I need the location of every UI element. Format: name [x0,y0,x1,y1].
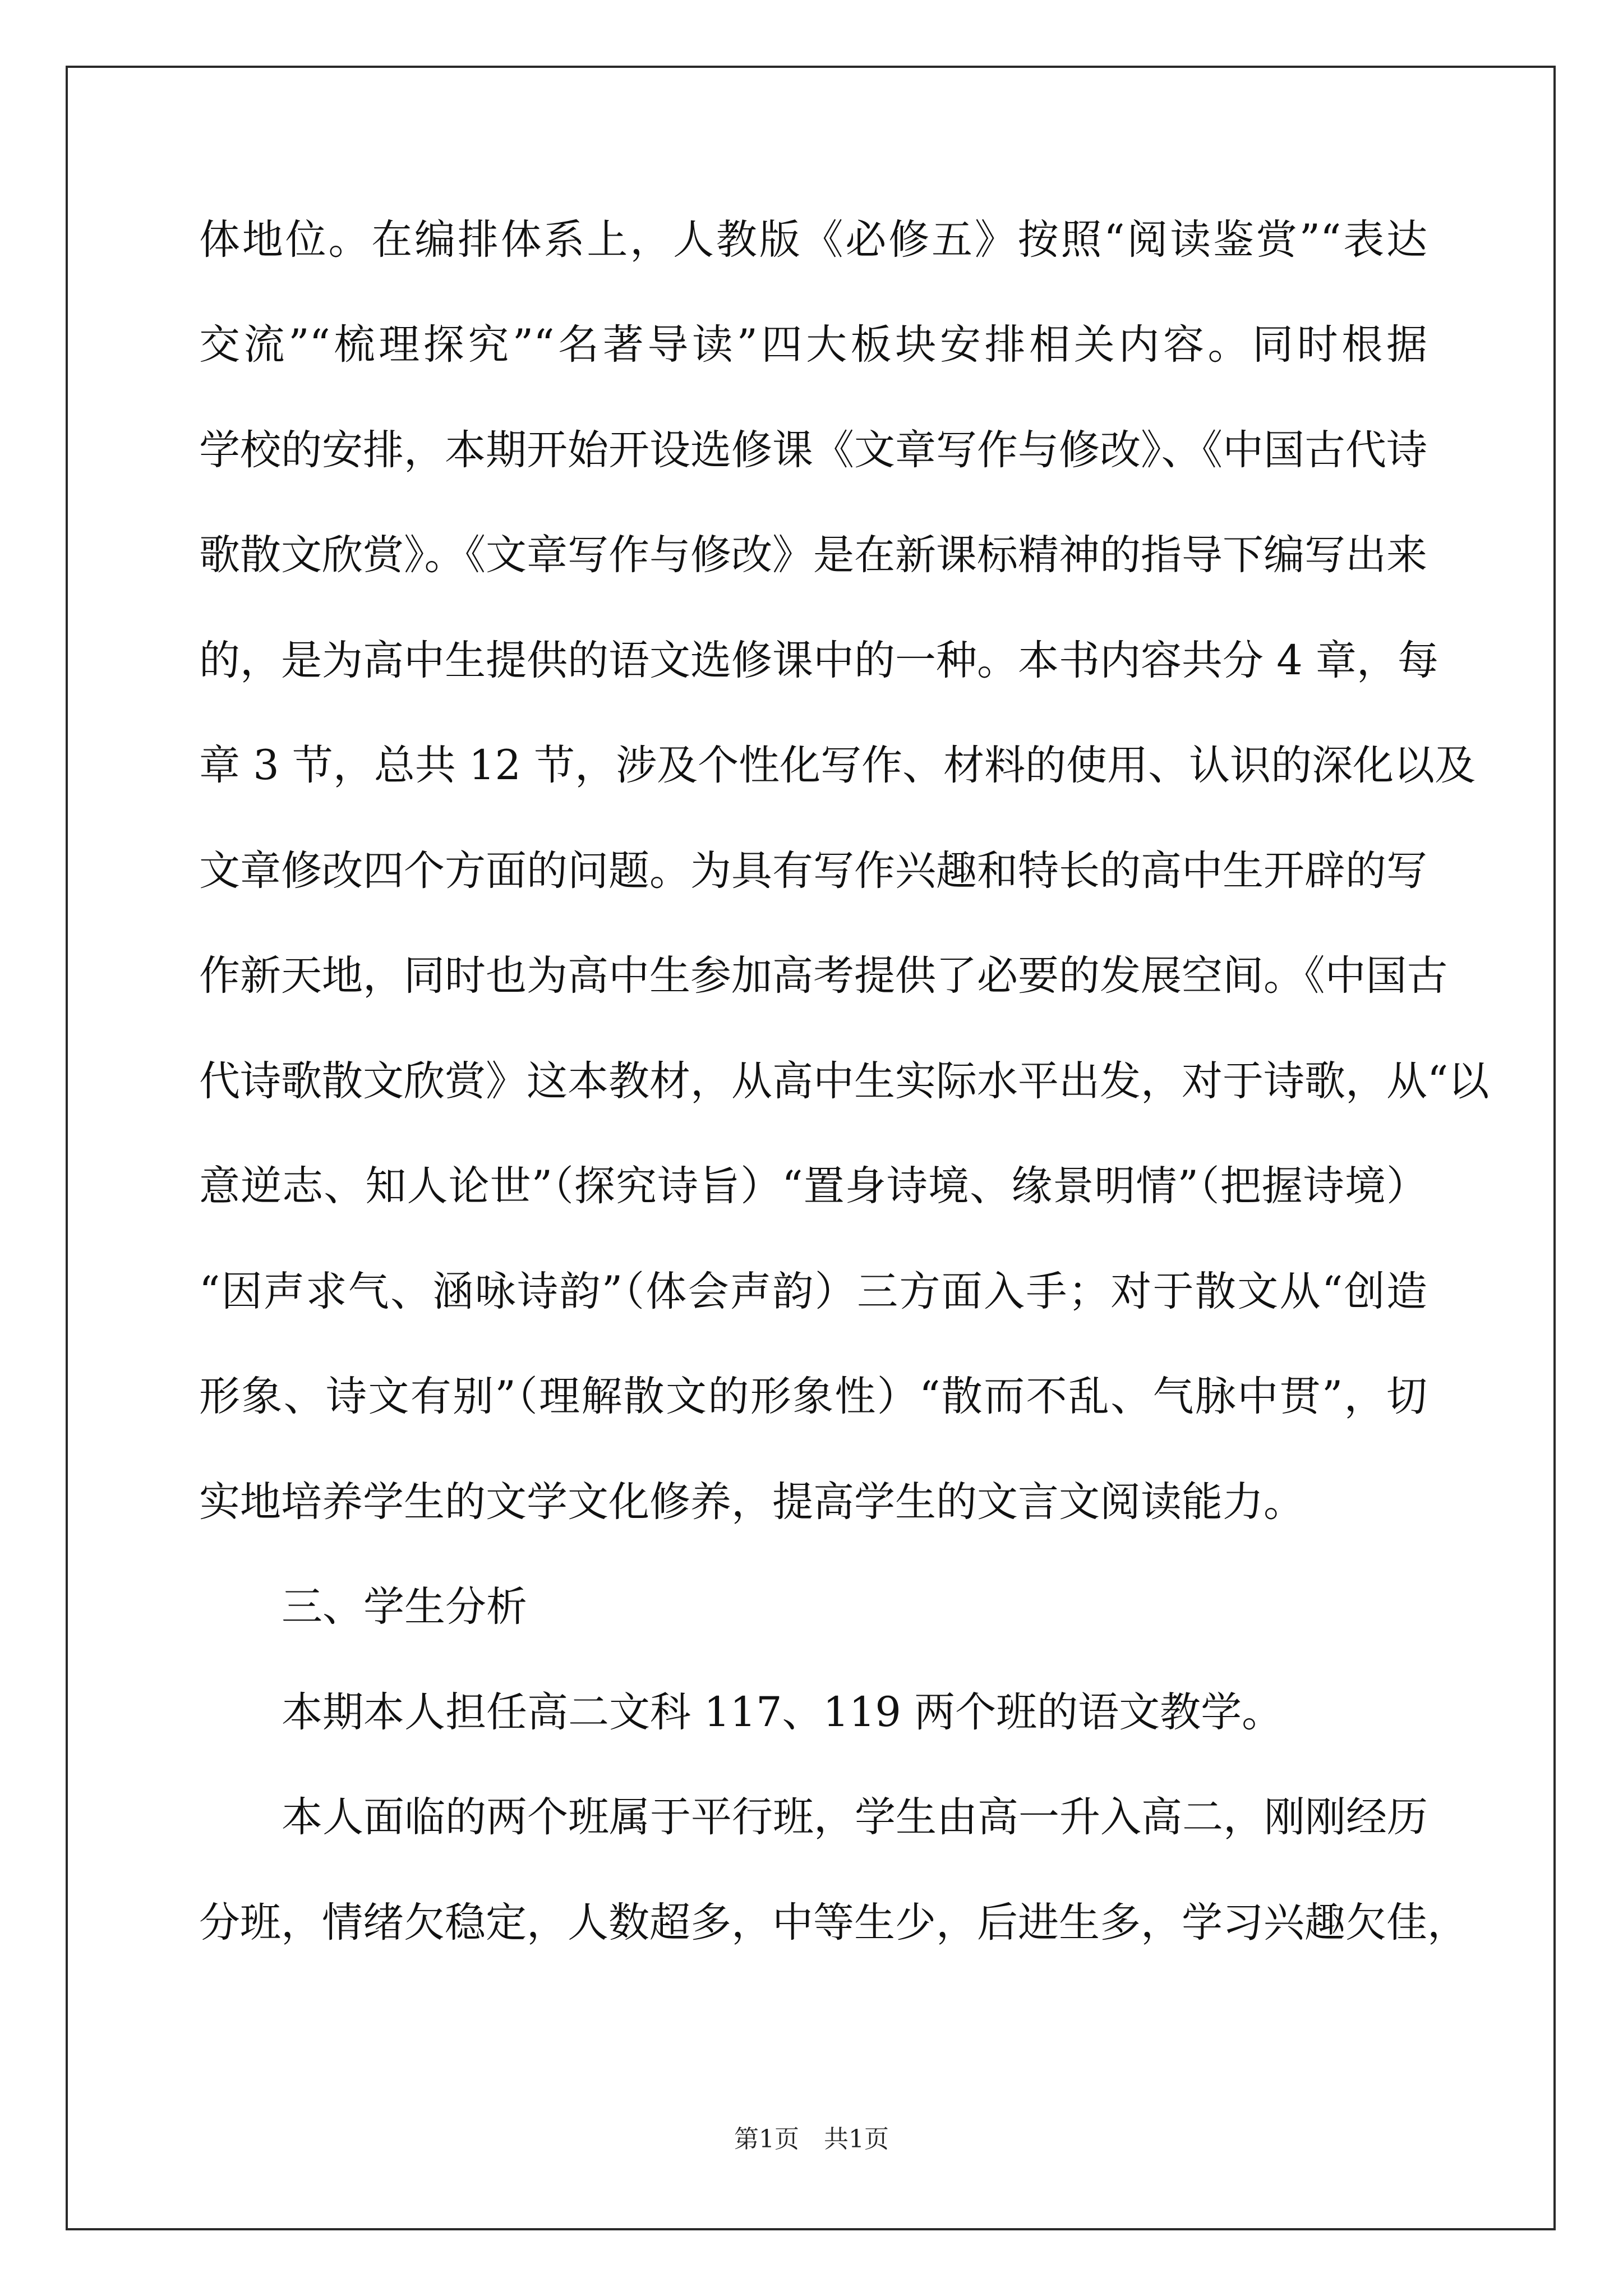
text-line: 分班，情绪欠稳定，人数超多，中等生少，后进生多，学习兴趣欠佳， [199,1899,1468,1947]
section-heading: 三、学生分析 [282,1583,527,1631]
text-line: 作新天地，同时也为高中生参加高考提供了必要的发展空间。《中国古 [199,952,1448,1000]
text-line: 本期本人担任高二文科 117、119 两个班的语文教学。 [282,1688,1283,1736]
text-line: 体地位。在编排体系上，人教版《必修五》按照“阅读鉴赏”“表达 [199,216,1427,264]
text-line: 代诗歌散文欣赏》这本教材，从高中生实际水平出发，对于诗歌，从“以 [199,1057,1490,1105]
text-line: “因声求气、涵咏诗韵”（体会声韵）三方面入手；对于散文从“创造 [199,1268,1427,1315]
text-line: 的，是为高中生提供的语文选修课中的一种。本书内容共分 4 章，每 [199,637,1438,684]
text-line: 学校的安排，本期开始开设选修课《文章写作与修改》、《中国古代诗 [199,426,1427,474]
text-line: 意逆志、知人论世”（探究诗旨）“置身诗境、缘景明情”（把握诗境） [199,1162,1427,1210]
text-line: 形象、诗文有别”（理解散文的形象性）“散而不乱、气脉中贯”，切 [199,1373,1427,1420]
text-line: 章 3 节，总共 12 节，涉及个性化写作、材料的使用、认识的深化以及 [199,742,1476,789]
text-line: 本人面临的两个班属于平行班，学生由高一升入高二，刚刚经历 [282,1793,1428,1841]
text-line: 实地培养学生的文学文化修养，提高学生的文言文阅读能力。 [199,1478,1304,1526]
text-line: 歌散文欣赏》。《文章写作与修改》是在新课标精神的指导下编写出来 [199,531,1427,579]
text-line: 交流”“梳理探究”“名著导读”四大板块安排相关内容。同时根据 [199,321,1427,369]
text-line: 文章修改四个方面的问题。为具有写作兴趣和特长的高中生开辟的写 [199,847,1427,895]
page-footer: 第1页 共1页 [734,2125,889,2154]
